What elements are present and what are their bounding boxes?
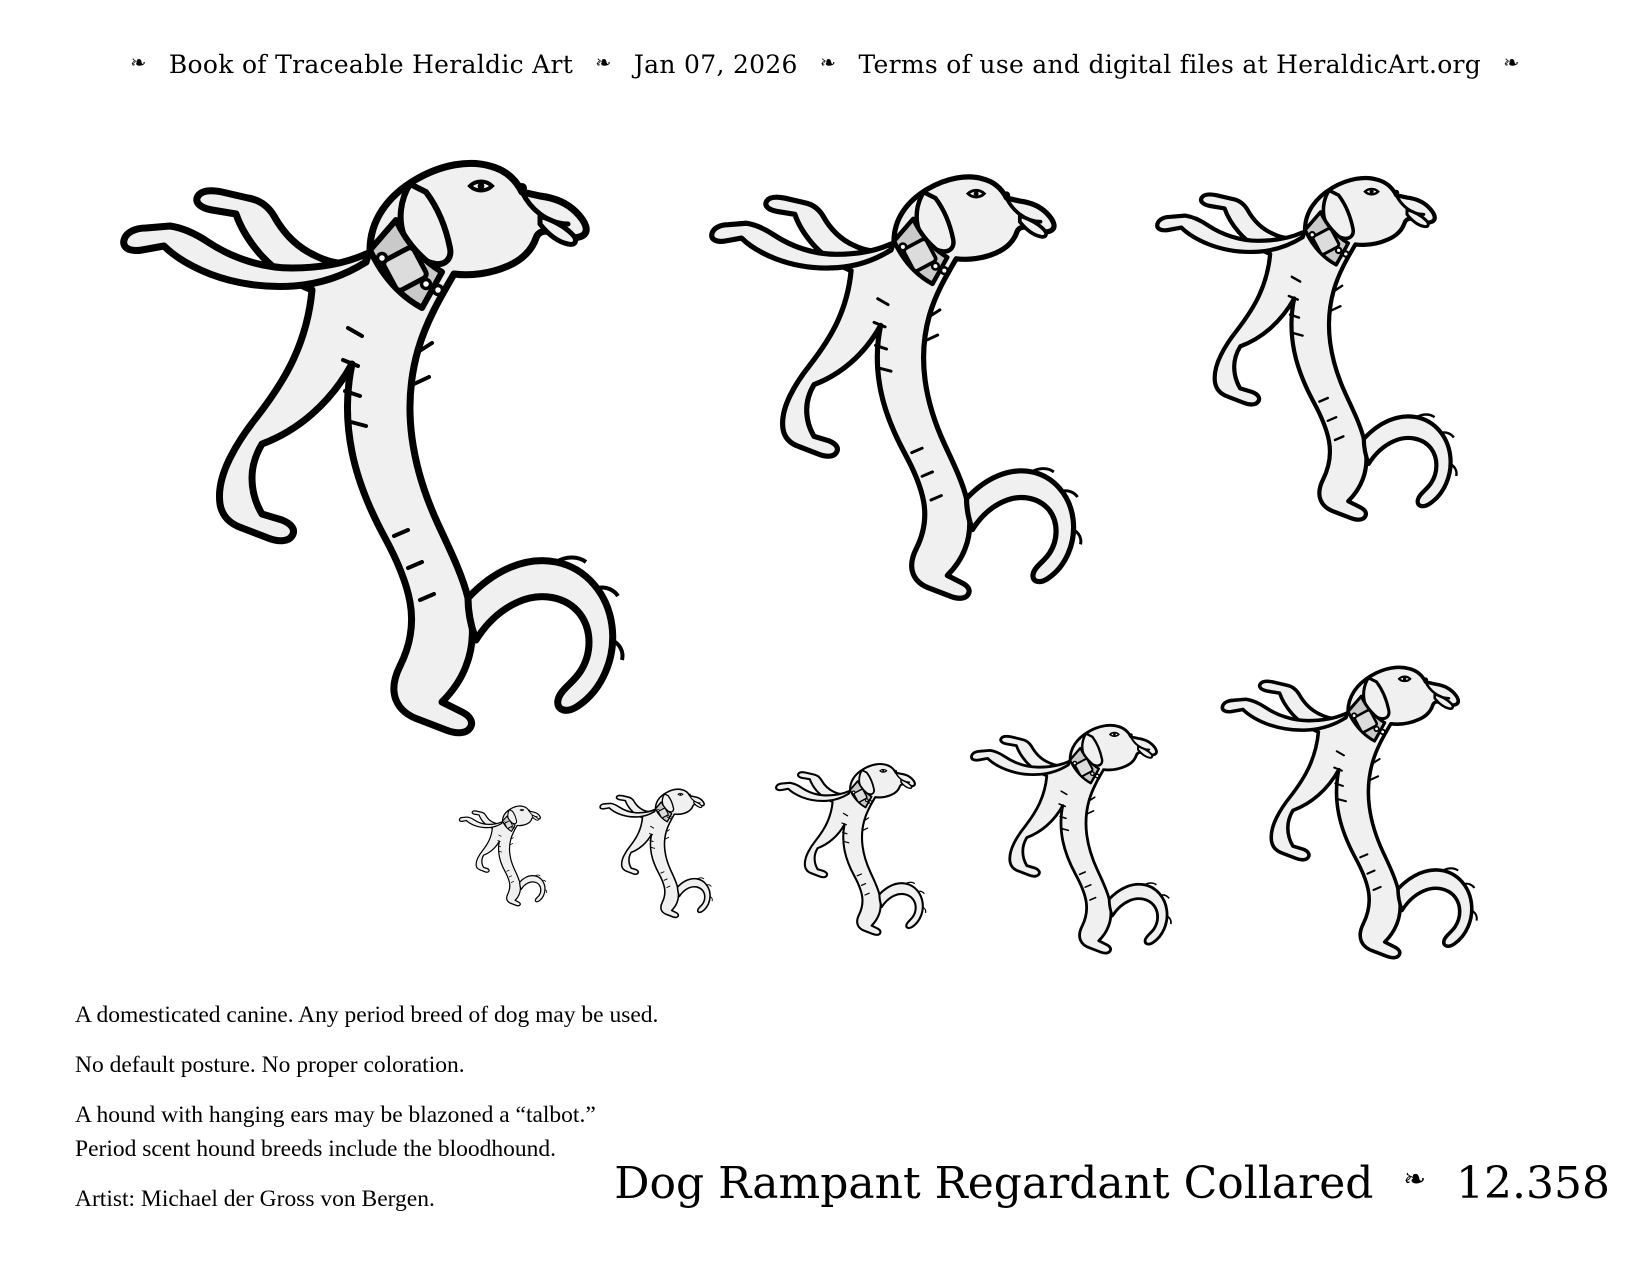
dog-tiny-1 — [588, 775, 723, 933]
artist-credit: Artist: Michael der Gross von Bergen. — [75, 1186, 435, 1213]
description-line-1: A domesticated canine. Any period breed of dog may be used. — [75, 1002, 659, 1028]
book-title: Book of Traceable Heraldic Art — [168, 50, 574, 79]
dog-small-1 — [950, 700, 1190, 980]
figure-title: Dog Rampant Regardant Collared — [614, 1158, 1374, 1209]
description-line-2: No default posture. No proper coloration. — [75, 1052, 465, 1079]
ornament-icon: ❧ — [130, 51, 147, 74]
description-line-3: A hound with hanging ears may be blazoned a “talbot.” — [75, 1102, 596, 1129]
dog-tiny-2 — [450, 795, 555, 918]
dog-large-1 — [70, 100, 670, 800]
artwork-area — [0, 95, 1650, 1030]
dog-medium-1 — [672, 130, 1116, 648]
header-date: Jan 07, 2026 — [633, 50, 798, 79]
dog-small-2 — [760, 745, 940, 955]
description-line-4: Period scent hound breeds include the bloodhound. — [75, 1136, 557, 1163]
page-header — [0, 48, 1650, 79]
figure-number: 12.358 — [1456, 1158, 1610, 1209]
ornament-icon: ❧ — [1403, 1164, 1427, 1195]
figure-title-line — [0, 1155, 1650, 1209]
dog-medium-3 — [1195, 635, 1501, 992]
ornament-icon: ❧ — [820, 51, 837, 74]
ornament-icon: ❧ — [1503, 51, 1520, 74]
terms-and-files-note: Terms of use and digital files at HeraldicArt.org — [858, 50, 1482, 79]
ornament-icon: ❧ — [595, 51, 612, 74]
dog-medium-2 — [1125, 140, 1485, 560]
